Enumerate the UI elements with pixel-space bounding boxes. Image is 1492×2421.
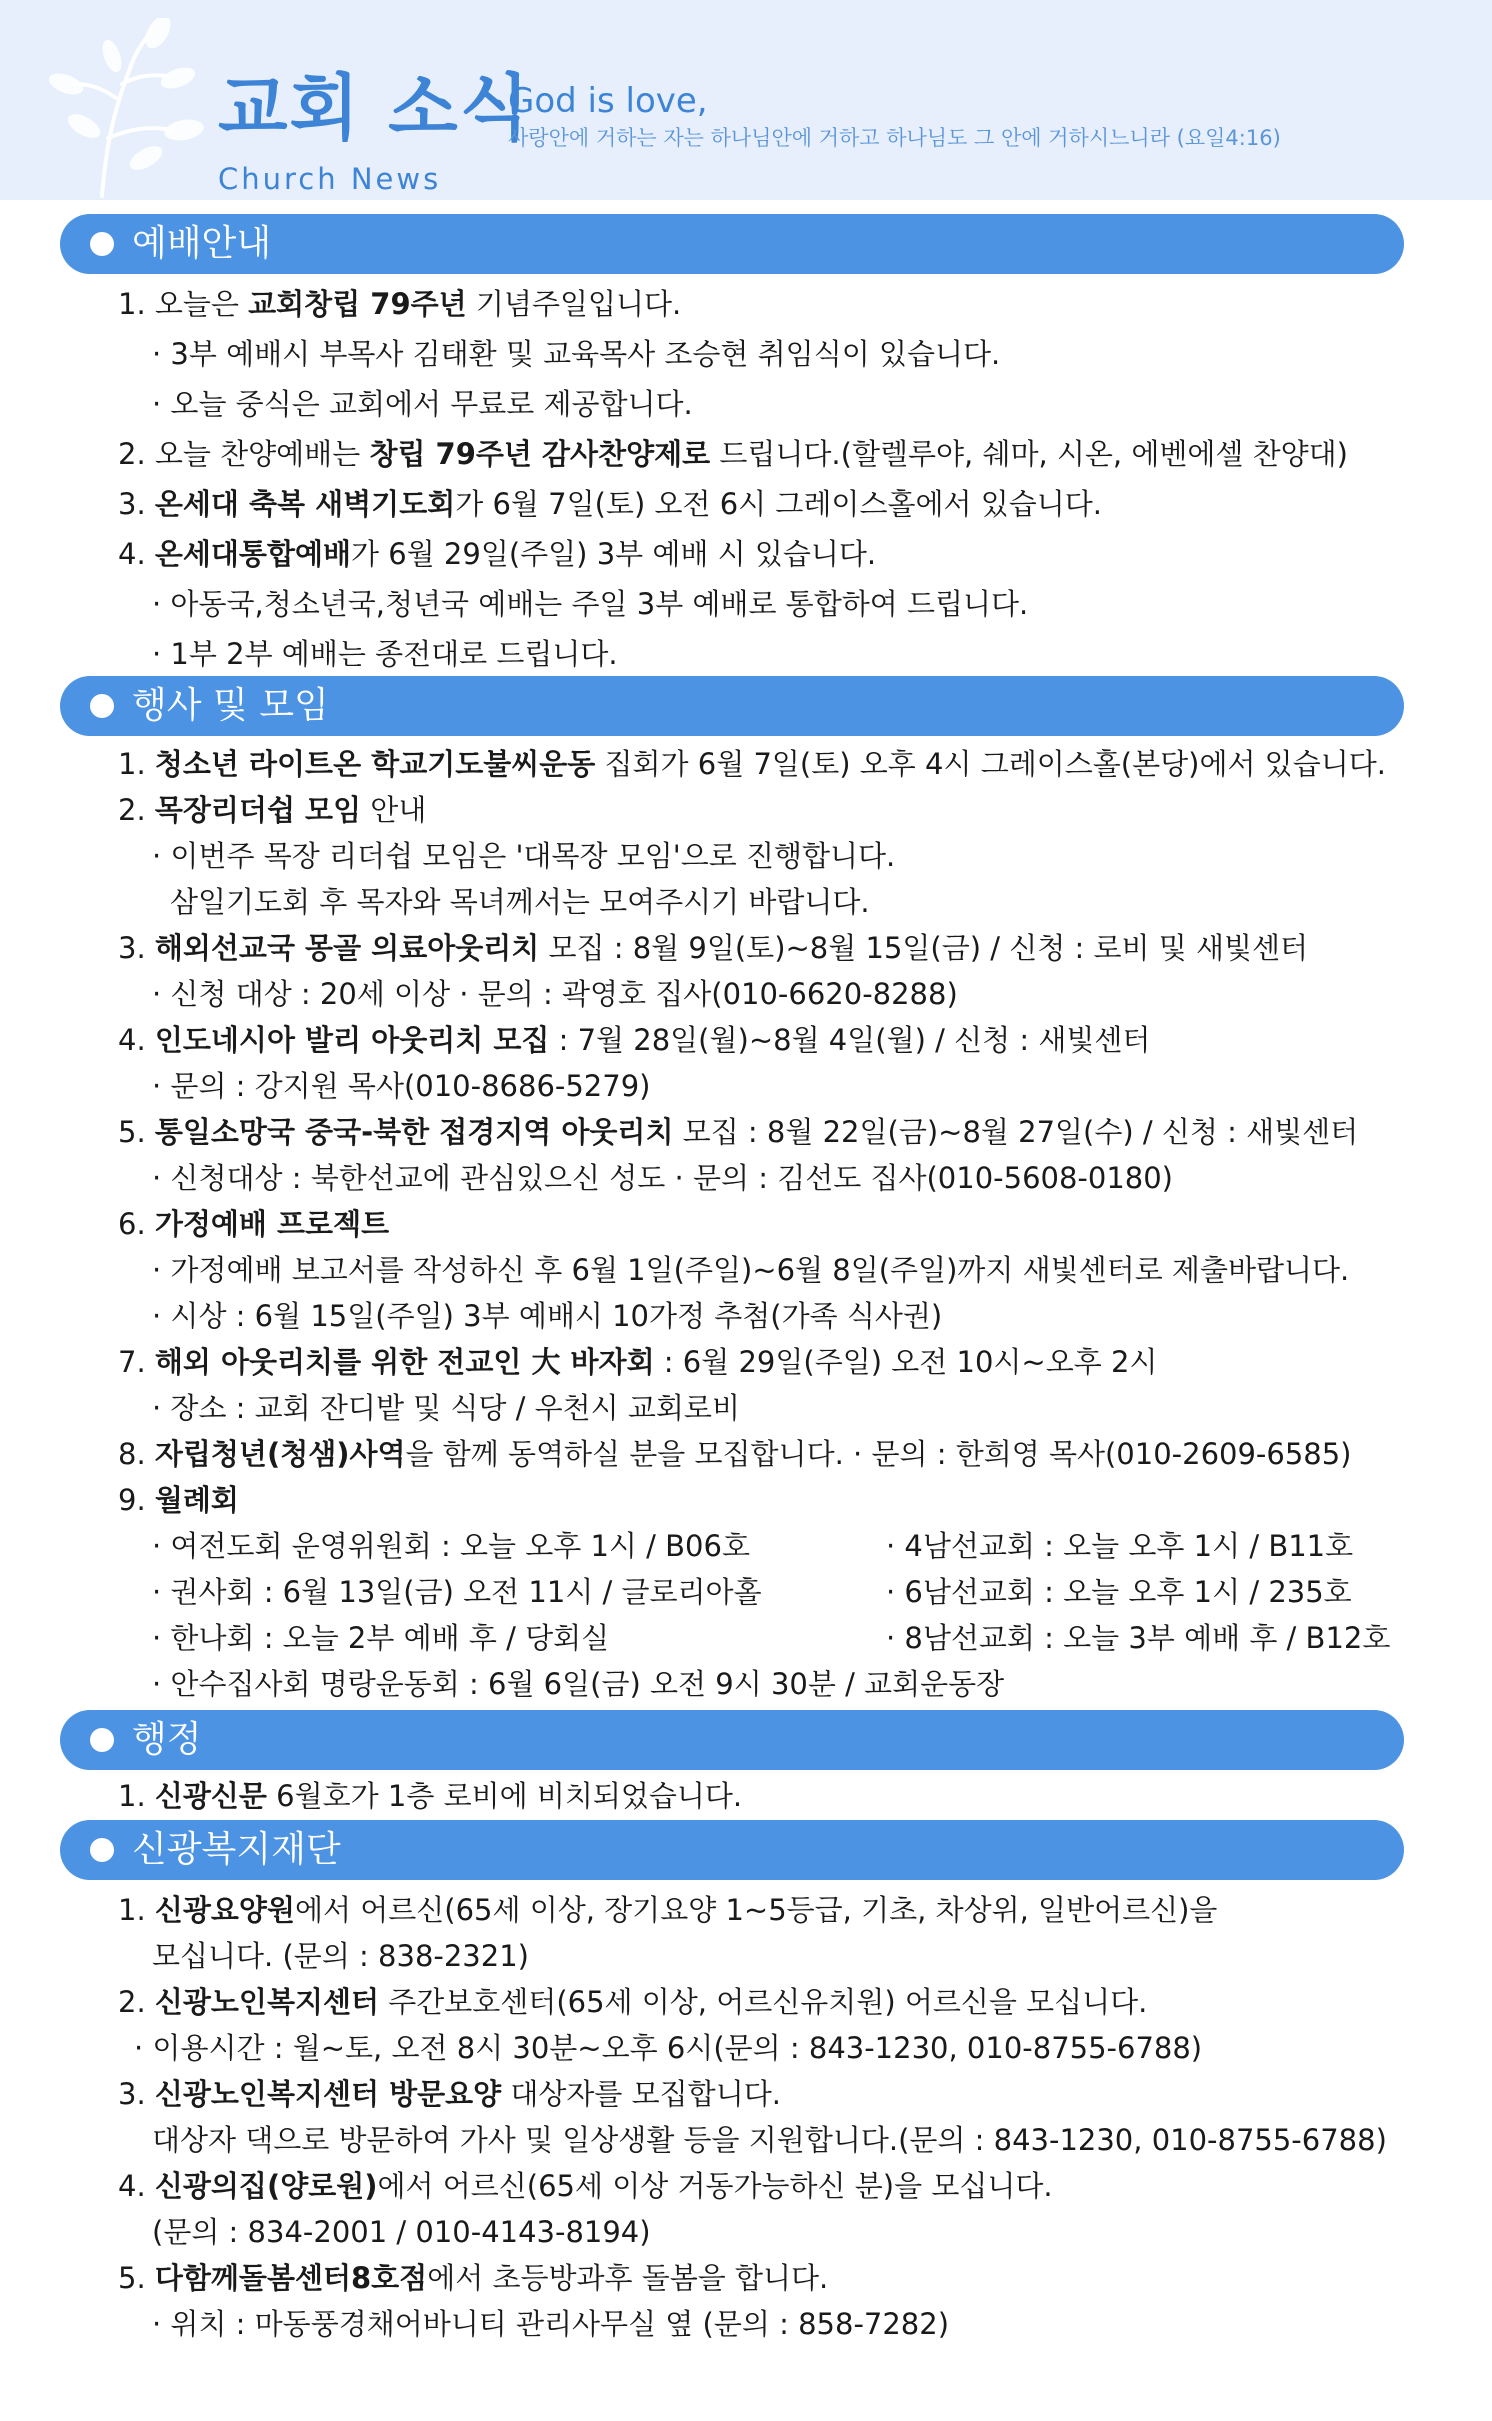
notice-line-col2: · 6남선교회 : 오늘 오후 1시 / 235호 — [886, 1575, 1352, 1609]
notice-line: · 시상 : 6월 15일(주일) 3부 예배시 10가정 추첨(가족 식사권) — [152, 1299, 943, 1333]
bullet-dot-icon — [90, 1838, 114, 1862]
notice-line: 5. 통일소망국 중국-북한 접경지역 아웃리치 모집 : 8월 22일(금)~8월 27일(수) / 신청 : 새빛센터 — [118, 1115, 1359, 1149]
bullet-dot-icon — [90, 1728, 114, 1752]
section-title: 행정 — [132, 1719, 202, 1760]
notice-line: 1. 오늘은 교회창립 79주년 기념주일입니다. — [118, 287, 682, 321]
page-subtitle: Church News — [218, 162, 442, 196]
notice-line: 3. 해외선교국 몽골 의료아웃리치 모집 : 8월 9일(토)~8월 15일(금) / 신청 : 로비 및 새빛센터 — [118, 931, 1309, 965]
notice-line: · 가정예배 보고서를 작성하신 후 6월 1일(주일)~6월 8일(주일)까지 새빛센터로 제출바랍니다. — [152, 1253, 1350, 1287]
notice-line: · 이번주 목장 리더쉽 모임은 '대목장 모임'으로 진행합니다. — [152, 839, 896, 873]
notice-line: 3. 신광노인복지센터 방문요양 대상자를 모집합니다. — [118, 2077, 781, 2111]
notice-line-col2: · 4남선교회 : 오늘 오후 1시 / B11호 — [886, 1529, 1354, 1563]
notice-line: 2. 오늘 찬양예배는 창립 79주년 감사찬양제로 드립니다.(할렐루야, 쉐마, 시온, 에벤에셀 찬양대) — [118, 437, 1348, 471]
section-header-worship — [60, 214, 1404, 274]
notice-line-col2: · 8남선교회 : 오늘 3부 예배 후 / B12호 — [886, 1621, 1391, 1655]
page-title: 교회 소식 — [218, 66, 532, 150]
notice-line: 5. 다함께돌봄센터8호점에서 초등방과후 돌봄을 합니다. — [118, 2261, 829, 2295]
notice-line: · 문의 : 강지원 목사(010-8686-5279) — [152, 1069, 651, 1103]
notice-line: · 안수집사회 명랑운동회 : 6월 6일(금) 오전 9시 30분 / 교회운동장 — [152, 1667, 1005, 1701]
section-title: 신광복지재단 — [132, 1829, 341, 1870]
notice-line: · 신청대상 : 북한선교에 관심있으신 성도 · 문의 : 김선도 집사(010-5608-0180) — [152, 1161, 1173, 1195]
notice-line: · 권사회 : 6월 13일(금) 오전 11시 / 글로리아홀 — [152, 1575, 762, 1609]
section-title: 예배안내 — [132, 223, 272, 264]
notice-line: · 장소 : 교회 잔디밭 및 식당 / 우천시 교회로비 — [152, 1391, 740, 1425]
notice-line: 6. 가정예배 프로젝트 — [118, 1207, 390, 1241]
notice-line: 8. 자립청년(청샘)사역을 함께 동역하실 분을 모집합니다. · 문의 : 한희영 목사(010-2609-6585) — [118, 1437, 1352, 1471]
section-header-events — [60, 676, 1404, 736]
notice-line: 모십니다. (문의 : 838-2321) — [152, 1939, 529, 1973]
bullet-dot-icon — [90, 694, 114, 718]
notice-line: · 3부 예배시 부목사 김태환 및 교육목사 조승현 취임식이 있습니다. — [152, 337, 1001, 371]
section-title: 행사 및 모임 — [132, 685, 329, 726]
notice-line: 1. 신광요양원에서 어르신(65세 이상, 장기요양 1~5등급, 기초, 차상위, 일반어르신)을 — [118, 1893, 1218, 1927]
bible-verse: 사랑안에 거하는 자는 하나님안에 거하고 하나님도 그 안에 거하시느니라 (요일4:16) — [508, 126, 1281, 150]
leaf-branch-icon — [42, 18, 212, 198]
notice-line: · 위치 : 마동풍경채어바니티 관리사무실 옆 (문의 : 858-7282) — [152, 2307, 950, 2341]
notice-line: 1. 신광신문 6월호가 1층 로비에 비치되었습니다. — [118, 1779, 743, 1813]
header-banner — [0, 0, 1492, 200]
notice-line: 1. 청소년 라이트온 학교기도불씨운동 집회가 6월 7일(토) 오후 4시 그레이스홀(본당)에서 있습니다. — [118, 747, 1386, 781]
notice-line: 4. 인도네시아 발리 아웃리치 모집 : 7월 28일(월)~8월 4일(월) / 신청 : 새빛센터 — [118, 1023, 1151, 1057]
notice-line: 2. 신광노인복지센터 주간보호센터(65세 이상, 어르신유치원) 어르신을 모십니다. — [118, 1985, 1148, 2019]
motto: God is love, — [508, 81, 708, 121]
notice-line: · 여전도회 운영위원회 : 오늘 오후 1시 / B06호 — [152, 1529, 750, 1563]
notice-line: · 아동국,청소년국,청년국 예배는 주일 3부 예배로 통합하여 드립니다. — [152, 587, 1029, 621]
notice-line: · 신청 대상 : 20세 이상 · 문의 : 곽영호 집사(010-6620-8288) — [152, 977, 958, 1011]
notice-line: 7. 해외 아웃리치를 위한 전교인 大 바자회 : 6월 29일(주일) 오전 10시~오후 2시 — [118, 1345, 1158, 1379]
notice-line: (문의 : 834-2001 / 010-4143-8194) — [152, 2215, 651, 2249]
notice-line: · 1부 2부 예배는 종전대로 드립니다. — [152, 637, 618, 671]
notice-line: · 이용시간 : 월~토, 오전 8시 30분~오후 6시(문의 : 843-1230, 010-8755-6788) — [134, 2031, 1203, 2065]
notice-line: 대상자 댁으로 방문하여 가사 및 일상생활 등을 지원합니다.(문의 : 843-1230, 010-8755-6788) — [152, 2123, 1387, 2157]
notice-line: 2. 목장리더쉽 모임 안내 — [118, 793, 427, 827]
notice-line: 4. 온세대통합예배가 6월 29일(주일) 3부 예배 시 있습니다. — [118, 537, 877, 571]
notice-line: · 오늘 중식은 교회에서 무료로 제공합니다. — [152, 387, 693, 421]
notice-line: 삼일기도회 후 목자와 목녀께서는 모여주시기 바랍니다. — [170, 885, 870, 919]
bullet-dot-icon — [90, 232, 114, 256]
notice-line: 3. 온세대 축복 새벽기도회가 6월 7일(토) 오전 6시 그레이스홀에서 있습니다. — [118, 487, 1102, 521]
notice-line: 9. 월례회 — [118, 1483, 239, 1517]
notice-line: · 한나회 : 오늘 2부 예배 후 / 당회실 — [152, 1621, 610, 1655]
notice-line: 4. 신광의집(양로원)에서 어르신(65세 이상 거동가능하신 분)을 모십니다. — [118, 2169, 1053, 2203]
section-header-admin — [60, 1710, 1404, 1770]
section-header-welfare — [60, 1820, 1404, 1880]
